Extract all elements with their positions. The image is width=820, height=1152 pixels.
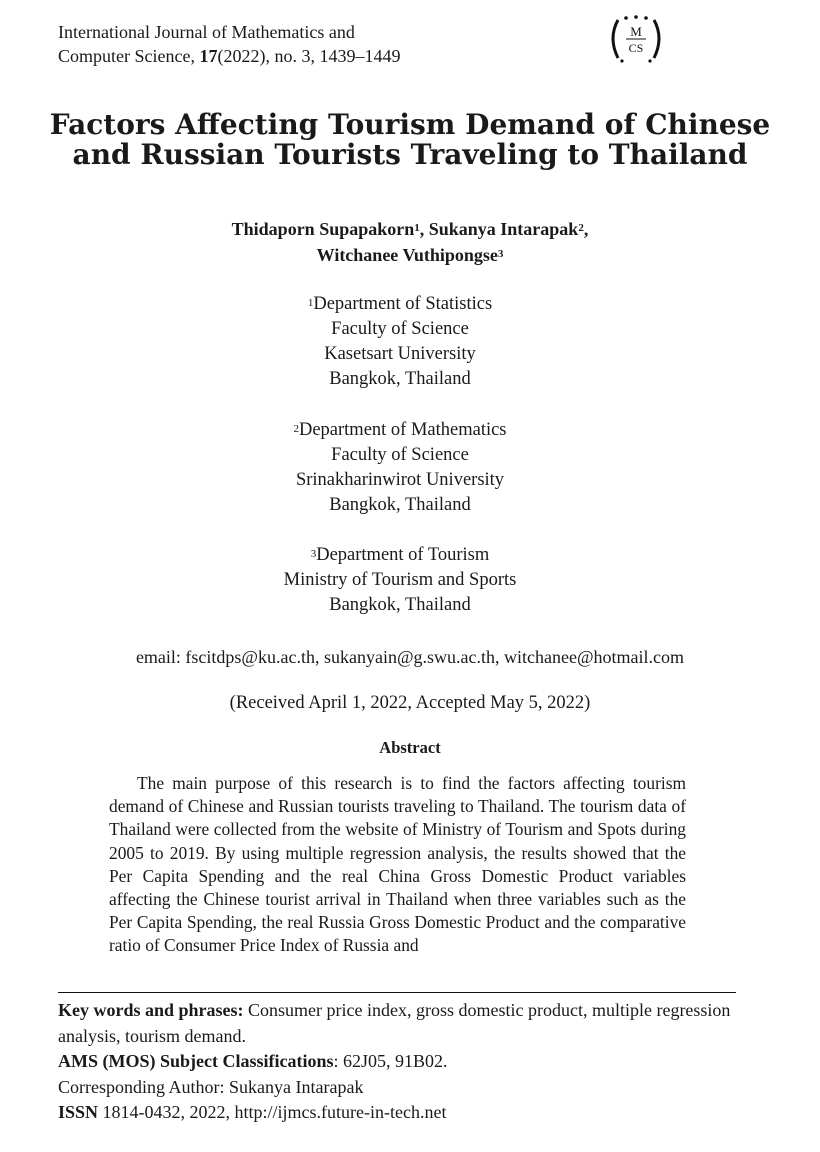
ams-classification: AMS (MOS) Subject Classifications: 62J05, 91B02.	[58, 1051, 448, 1071]
logo-text-cs: CS	[628, 41, 644, 55]
affiliation-2: $^2$Department of Mathematics Faculty of Science Srinakharinwirot University Bangkok, Thailand	[293, 420, 507, 515]
affiliation-3: $^3$Department of Tourism Ministry of Tourism and Sports Bangkok, Thailand	[283, 545, 517, 615]
logo-text-m: M	[630, 24, 642, 39]
author-name: Thidaporn Supapakorn	[231, 219, 415, 239]
paper-title: Factors Affecting Tourism Demand of Chinese and Russian Tourists Traveling to Thailand	[49, 108, 771, 171]
author-name: Witchanee Vuthipongse	[316, 245, 498, 265]
keywords-line: Key words and phrases: Consumer price index, gross domestic product, multiple regression analysis, tourism demand.	[58, 1000, 731, 1046]
abstract-text: The main purpose of this research is to find the factors affecting tourism demand of Chinese and Russian tourists traveling to Thailand. The tourism data of Thailand were collected from the website of Ministry of Tourism and Spots during 2005 to 2019. By using multiple regression analysis, the results showed that the Per Capita Spending and the real China Gross Domestic Product variables affecting the Chinese tourist arrival in Thailand when three variables such as the Per Capita Spending, the real Russia Gross Domestic Product and the comparative ratio of Consumer Price Index of Russia and	[109, 773, 686, 956]
journal-citation	[58, 20, 400, 68]
journal-logo-icon	[606, 14, 666, 64]
affiliation-1: $^1$Department of Statistics Faculty of Science Kasetsart University Bangkok, Thailand	[307, 294, 493, 389]
footnotes	[58, 998, 748, 1126]
footnote-divider	[58, 992, 736, 993]
author-list: Thidaporn Supapakorn$^1$, Sukanya Intarapak$^2$, Witchanee Vuthipongse$^3$	[231, 219, 589, 265]
corresponding-author: Corresponding Author: Sukanya Intarapak	[58, 1076, 364, 1097]
abstract-heading: Abstract	[379, 738, 441, 757]
journal-name-line: International Journal of Mathematics and	[58, 22, 355, 42]
received-dates: (Received April 1, 2022, Accepted May 5, 2022)	[229, 693, 591, 713]
journal-volume-line: Computer Science, 17(2022), no. 3, 1439–1449	[58, 46, 401, 66]
journal-volume: 17	[199, 46, 218, 66]
author-name: Sukanya Intarapak	[428, 219, 579, 239]
email-line: email: fscitdps@ku.ac.th, sukanyain@g.swu.ac.th, witchanee@hotmail.com	[135, 647, 685, 667]
issn-line: ISSN 1814-0432, 2022, http://ijmcs.future-in-tech.net	[58, 1102, 447, 1122]
